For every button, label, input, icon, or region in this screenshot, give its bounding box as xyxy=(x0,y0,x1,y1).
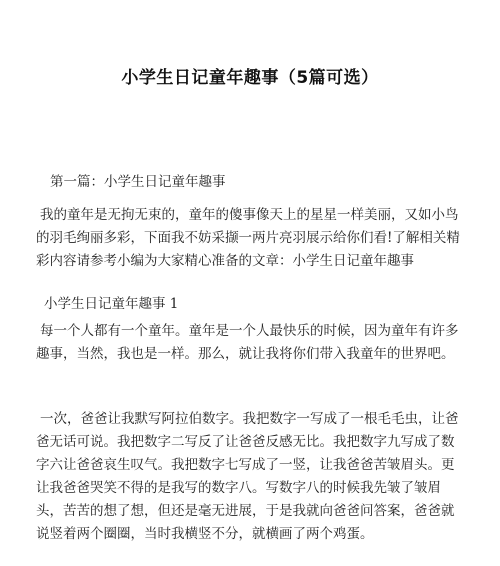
article-subtitle: 小学生日记童年趣事 1 xyxy=(44,296,179,312)
body-paragraph-2: 一次，爸爸让我默写阿拉伯数字。我把数字一写成了一根毛毛虫，让爸爸无话可说。我把数字二写反了让爸爸反感无比。我把数字九写成了数字六让爸爸哀生叹气。我把数字七写成了一竖，让我爸爸苦皱眉头。更让我爸爸哭笑不得的是我写的数字八。写数字八的时候我先皱了皱眉头，苦苦的想了想，但还是毫无进展，于是我就向爸爸问答案，爸爸就说竖着两个圈圈，当时我横竖不分，就横画了两个鸡蛋。 xyxy=(36,411,459,542)
section-heading: 第一篇：小学生日记童年趣事 xyxy=(50,174,226,190)
document-title: 小学生日记童年趣事（5篇可选） xyxy=(121,68,379,88)
body-paragraph-1: 每一个人都有一个童年。童年是一个人最快乐的时候，因为童年有许多趣事，当然，我也是一样。那么，就让我将你们带入我童年的世界吧。 xyxy=(36,323,459,362)
intro-paragraph: 我的童年是无拘无束的，童年的傻事像天上的星星一样美丽，又如小鸟的羽毛绚丽多彩，下面我不妨采撷一两片亮羽展示给你们看!了解相关精彩内容请参考小编为大家精心准备的文章：小学生日记童年趣事 xyxy=(36,207,460,269)
